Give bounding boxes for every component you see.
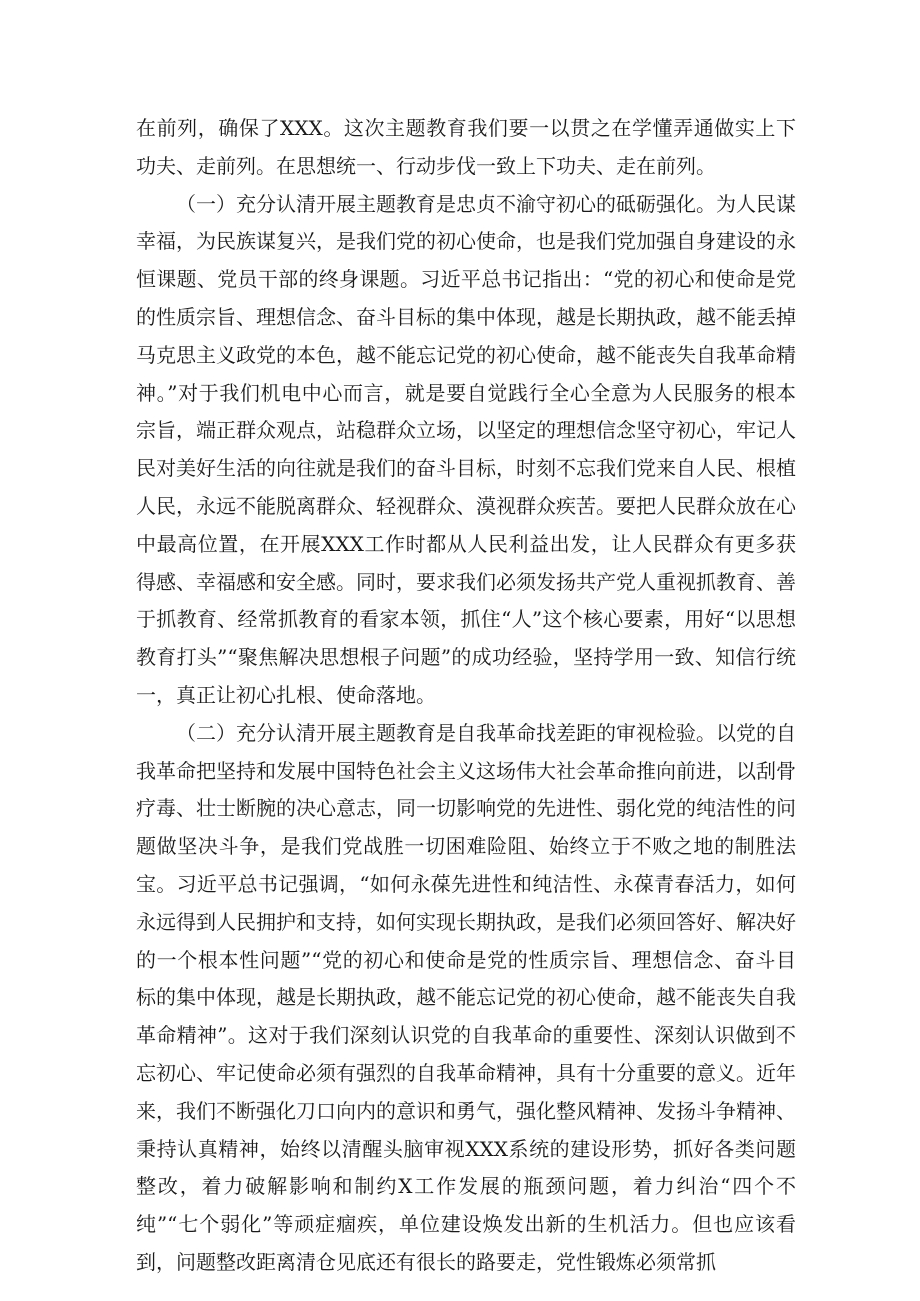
paragraph-section-one: （一）充分认清开展主题教育是忠贞不渝守初心的砥砺强化。为人民谋幸福，为民族谋复兴，是我们党的初心使命，也是我们党加强自身建设的永恒课题、党员干部的终身课题。习近平总书记指出：“党的初心和使命是党的性质宗旨、理想信念、奋斗目标的集中体现，越是长期执政，越不能丢掉马克思主义政党的本色，越不能忘记党的初心使命，越不能丧失自我革命精神。”对于我们机电中心而言，就是要自觉践行全心全意为人民服务的根本宗旨，端正群众观点，站稳群众立场，以坚定的理想信念坚守初心，牢记人民对美好生活的向往就是我们的奋斗目标，时刻不忘我们党来自人民、根植人民，永远不能脱离群众、轻视群众、漠视群众疾苦。要把人民群众放在心中最高位置，在开展XXX工作时都从人民利益出发，让人民群众有更多获得感、幸福感和安全感。同时，要求我们必须发扬共产党人重视抓教育、善于抓教育、经常抓教育的看家本领，抓住“人”这个核心要素，用好“以思想教育打头”“聚焦解决思想根子问题”的成功经验，坚持学用一致、知信行统一，真正让初心扎根、使命落地。 xyxy=(136,191,796,707)
paragraph-section-two: （二）充分认清开展主题教育是自我革命找差距的审视检验。以党的自我革命把坚持和发展中国特色社会主义这场伟大社会革命推向前进，以刮骨疗毒、壮士断腕的决心意志，同一切影响党的先进性、弱化党的纯洁性的问题做坚决斗争，是我们党战胜一切困难险阻、始终立于不败之地的制胜法宝。习近平总书记强调，“如何永葆先进性和纯洁性、永葆青春活力，如何永远得到人民拥护和支持，如何实现长期执政，是我们必须回答好、解决好的一个根本性问题”“党的初心和使命是党的性质宗旨、理想信念、奋斗目标的集中体现，越是长期执政，越不能忘记党的初心使命，越不能丧失自我革命精神”。这对于我们深刻认识党的自我革命的重要性、深刻认识做到不忘初心、牢记使命必须有强烈的自我革命精神，具有十分重要的意义。近年来，我们不断强化刀口向内的意识和勇气，强化整风精神、发扬斗争精神、秉持认真精神，始终以清醒头脑审视XXX系统的建设形势，抓好各类问题整改，着力破解影响和制约X工作发展的瓶颈问题，着力纠治“四个不纯”“七个弱化”等顽症痼疾，单位建设焕发出新的生机活力。但也应该看到，问题整改距离清仓见底还有很长的路要走，党性锻炼必须常抓 xyxy=(136,720,796,1274)
paragraph-continuation: 在前列，确保了XXX。这次主题教育我们要一以贯之在学懂弄通做实上下功夫、走前列。在思想统一、行动步伐一致上下功夫、走在前列。 xyxy=(136,116,796,178)
document-body xyxy=(136,110,796,1282)
